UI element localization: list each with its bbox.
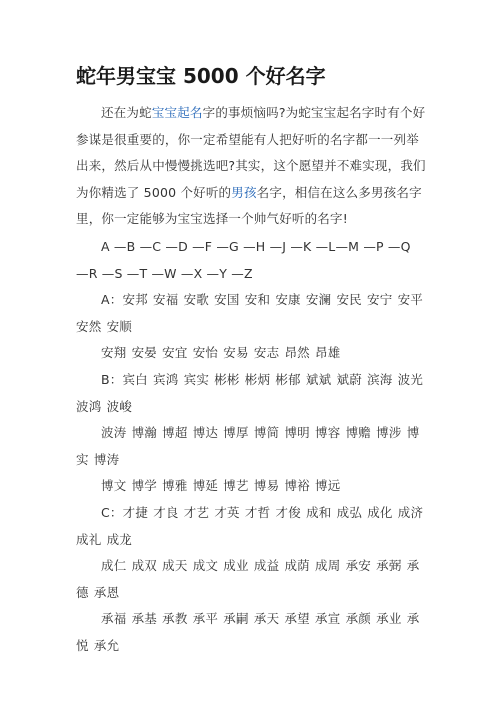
baby-naming-link[interactable]: 宝宝起名 bbox=[151, 105, 203, 120]
intro-text-1: 还在为蛇 bbox=[101, 105, 152, 120]
name-group: 博文 博学 博雅 博延 博艺 博易 博裕 博远 bbox=[101, 478, 341, 494]
name-group: C：才捷 才良 才艺 才英 才哲 才俊 成和 成弘 成化 成济 成礼 成龙 bbox=[76, 504, 424, 547]
name-group: B：宾白 宾鸿 宾实 彬彬 彬炳 彬郁 斌斌 斌蔚 滨海 波光 波鸿 波峻 bbox=[76, 371, 424, 414]
name-group: 承福 承基 承教 承平 承嗣 承天 承望 承宣 承颜 承业 承悦 承允 bbox=[76, 611, 420, 653]
name-group: 波涛 博瀚 博超 博达 博厚 博简 博明 博容 博赡 博涉 博实 博涛 bbox=[76, 425, 420, 467]
article-body bbox=[76, 100, 426, 659]
name-group: 成仁 成双 成天 成文 成业 成益 成荫 成周 承安 承弼 承德 承恩 bbox=[76, 558, 420, 600]
name-group: 安翔 安晏 安宜 安怡 安易 安志 昂然 昂雄 bbox=[101, 345, 341, 361]
intro-text-3: 名字，相信在这么多男孩名字里，你一定能够为宝宝选择一个帅气好听的名字! bbox=[76, 184, 422, 227]
intro-paragraph bbox=[76, 100, 426, 233]
boy-link[interactable]: 男孩 bbox=[231, 184, 257, 200]
name-group: A：安邦 安福 安歌 安国 安和 安康 安澜 安民 安宁 安平 安然 安顺 bbox=[76, 292, 424, 334]
intro-text-2: 字的事烦恼吗?为蛇宝宝起名字时有个好参谋是很重要的，你一定希望能有人把好听的名字都一一列举出来，然后从中慢慢挑选吧?其实，这个愿望并不难实现，我们为你精选了 5000 个好听的 bbox=[76, 105, 426, 200]
alphabet-index: A —B —C —D —F —G —H —J —K —L—M —P —Q —R —S —T —W —X —Y —Z bbox=[76, 238, 411, 281]
article-title: 蛇年男宝宝 5000 个好名字 bbox=[76, 64, 326, 88]
